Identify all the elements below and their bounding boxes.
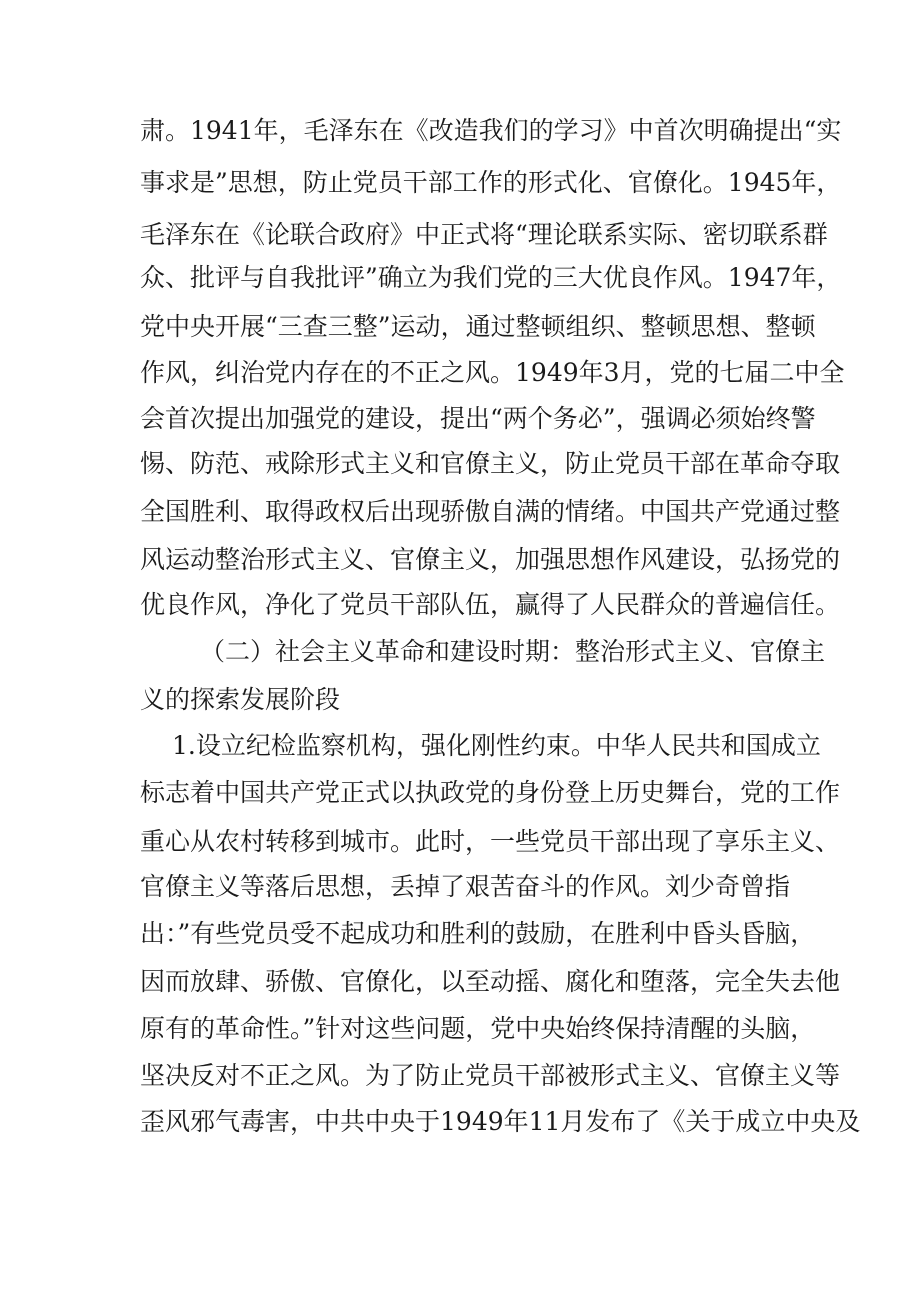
text-line: 全国胜利、取得政权后出现骄傲自满的情绪。中国共产党通过整: [140, 497, 841, 526]
text-line: 作风，纠治党内存在的不正之风。1949年3月，党的七届二中全: [140, 358, 845, 387]
text-line: 坚决反对不正之风。为了防止党员干部被形式主义、官僚主义等: [140, 1061, 841, 1090]
text-line: 会首次提出加强党的建设，提出“两个务必”，强调必须始终警: [140, 404, 816, 433]
text-line: 优良作风，净化了党员干部队伍，赢得了人民群众的普遍信任。: [140, 590, 841, 619]
text-line: 歪风邪气毒害，中共中央于1949年11月发布了《关于成立中央及: [140, 1107, 861, 1136]
text-line: 众、批评与自我批评”确立为我们党的三大优良作风。1947年，: [140, 263, 842, 292]
text-line: 因而放肆、骄傲、官僚化，以至动摇、腐化和堕落，完全失去他: [140, 967, 841, 996]
text-line: 惕、防范、戒除形式主义和官僚主义，防止党员干部在革命夺取: [140, 449, 841, 478]
text-line: 出：”有些党员受不起成功和胜利的鼓励，在胜利中昏头昏脑，: [140, 919, 816, 948]
section-heading-line: 义的探索发展阶段: [140, 685, 341, 714]
text-line: 事求是”思想，防止党员干部工作的形式化、官僚化。1945年，: [140, 168, 842, 197]
section-heading-line: （二）社会主义革命和建设时期：整治形式主义、官僚主: [200, 637, 826, 666]
text-line: 原有的革命性。”针对这些问题，党中央始终保持清醒的头脑，: [140, 1014, 816, 1043]
subheading-line: 1.设立纪检监察机构，强化刚性约束。中华人民共和国成立: [172, 731, 821, 760]
text-line: 肃。1941年，毛泽东在《改造我们的学习》中首次明确提出“实: [140, 116, 842, 145]
text-line: 党中央开展“三查三整”运动，通过整顿组织、整顿思想、整顿: [140, 312, 816, 341]
text-line: 风运动整治形式主义、官僚主义，加强思想作风建设，弘扬党的: [140, 545, 841, 574]
text-line: 重心从农村转移到城市。此时，一些党员干部出现了享乐主义、: [140, 827, 841, 856]
text-line: 毛泽东在《论联合政府》中正式将“理论联系实际、密切联系群: [140, 220, 828, 249]
text-line: 标志着中国共产党正式以执政党的身份登上历史舞台，党的工作: [140, 778, 841, 807]
text-line: 官僚主义等落后思想，丢掉了艰苦奋斗的作风。刘少奇曾指: [140, 872, 791, 901]
